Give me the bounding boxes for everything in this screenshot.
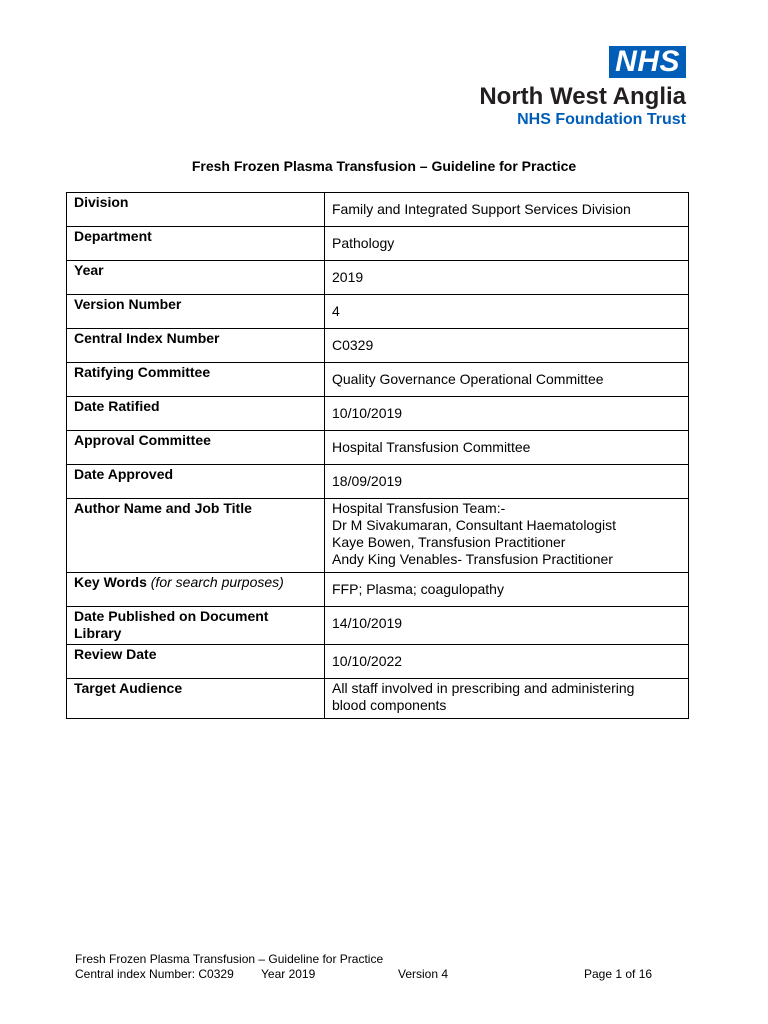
row-value: C0329	[325, 329, 689, 363]
footer-index: Central index Number: C0329	[75, 967, 234, 981]
row-key: Version Number	[67, 295, 325, 329]
table-row	[67, 295, 689, 329]
row-key: Author Name and Job Title	[67, 499, 325, 573]
trust-name: North West Anglia	[479, 83, 686, 110]
row-value: Hospital Transfusion Committee	[325, 431, 689, 465]
row-value: 14/10/2019	[325, 607, 689, 645]
page-footer	[75, 952, 675, 982]
row-value: FFP; Plasma; coagulopathy	[325, 573, 689, 607]
row-value: 2019	[325, 261, 689, 295]
row-key: Date Ratified	[67, 397, 325, 431]
row-value	[325, 499, 689, 573]
row-key: Date Published on Document Library	[67, 607, 325, 645]
row-key: Year	[67, 261, 325, 295]
document-title: Fresh Frozen Plasma Transfusion – Guideline for Practice	[191, 158, 577, 174]
table-row	[67, 607, 689, 645]
row-key: Department	[67, 227, 325, 261]
author-line: Hospital Transfusion Team:-	[332, 500, 506, 516]
footer-year: Year 2019	[261, 967, 316, 981]
trust-subtitle: NHS Foundation Trust	[517, 111, 686, 128]
key-words-note: (for search purposes)	[150, 574, 284, 590]
table-row	[67, 431, 689, 465]
row-value: 10/10/2019	[325, 397, 689, 431]
row-key	[67, 573, 325, 607]
row-key: Central Index Number	[67, 329, 325, 363]
table-row	[67, 465, 689, 499]
table-row	[67, 679, 689, 719]
table-row	[67, 329, 689, 363]
row-value: 18/09/2019	[325, 465, 689, 499]
row-key: Date Approved	[67, 465, 325, 499]
audience-line: blood components	[332, 697, 447, 713]
author-line: Andy King Venables- Transfusion Practitioner	[332, 551, 613, 567]
row-value: Quality Governance Operational Committee	[325, 363, 689, 397]
row-value: 4	[325, 295, 689, 329]
footer-title: Fresh Frozen Plasma Transfusion – Guideline for Practice	[75, 952, 384, 966]
table-row	[67, 363, 689, 397]
key-words-label: Key Words	[74, 574, 147, 590]
row-key: Division	[67, 193, 325, 227]
row-key: Approval Committee	[67, 431, 325, 465]
row-key: Ratifying Committee	[67, 363, 325, 397]
row-value: Pathology	[325, 227, 689, 261]
table-row	[67, 645, 689, 679]
table-row	[67, 499, 689, 573]
table-row	[67, 573, 689, 607]
table-row	[67, 227, 689, 261]
footer-version: Version 4	[398, 967, 449, 981]
nhs-badge: NHS	[609, 46, 686, 78]
row-value	[325, 679, 689, 719]
row-key: Target Audience	[67, 679, 325, 719]
row-value: Family and Integrated Support Services Division	[325, 193, 689, 227]
document-info-table	[66, 192, 689, 719]
row-value: 10/10/2022	[325, 645, 689, 679]
row-key: Review Date	[67, 645, 325, 679]
footer-page-number: Page 1 of 16	[584, 967, 653, 981]
table-row	[67, 397, 689, 431]
nhs-logo	[479, 46, 686, 129]
table-row	[67, 261, 689, 295]
audience-line: All staff involved in prescribing and administering	[332, 680, 635, 696]
author-line: Dr M Sivakumaran, Consultant Haematologist	[332, 517, 617, 533]
author-line: Kaye Bowen, Transfusion Practitioner	[332, 534, 566, 550]
table-row	[67, 193, 689, 227]
